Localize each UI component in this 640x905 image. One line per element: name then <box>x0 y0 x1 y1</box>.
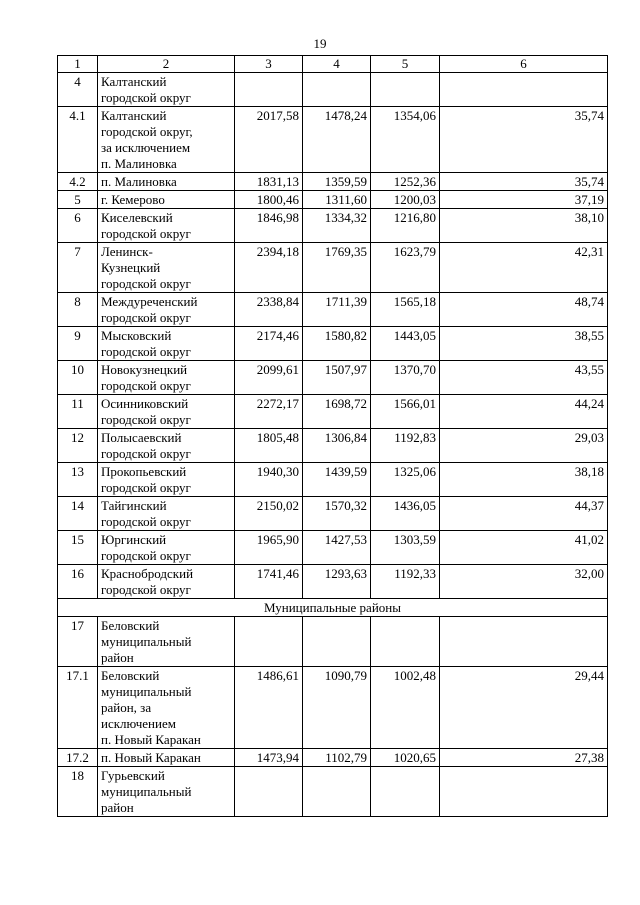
territory-name <box>98 749 235 767</box>
table-row <box>58 73 608 107</box>
territory-name <box>98 667 235 749</box>
value-col-6 <box>440 73 608 107</box>
table-row <box>58 497 608 531</box>
column-header-2: 2 <box>98 56 235 73</box>
territory-name-line: Прокопьевский <box>101 464 187 479</box>
column-header-5: 5 <box>371 56 440 73</box>
value-col-6 <box>440 767 608 817</box>
column-header-6: 6 <box>440 56 608 73</box>
row-number: 13 <box>58 463 98 497</box>
tariff-table <box>57 55 608 817</box>
territory-name-line: Беловский <box>101 618 160 633</box>
value-col-6: 48,74 <box>440 293 608 327</box>
value-col-3: 1741,46 <box>235 565 303 599</box>
territory-name <box>98 191 235 209</box>
value-col-5 <box>371 617 440 667</box>
territory-name-line: городской округ <box>101 412 191 427</box>
value-col-6: 42,31 <box>440 243 608 293</box>
value-col-4: 1769,35 <box>303 243 371 293</box>
value-col-4: 1311,60 <box>303 191 371 209</box>
row-number: 8 <box>58 293 98 327</box>
row-number: 14 <box>58 497 98 531</box>
value-col-5: 1303,59 <box>371 531 440 565</box>
value-col-6: 37,19 <box>440 191 608 209</box>
value-col-4 <box>303 73 371 107</box>
value-col-3: 1800,46 <box>235 191 303 209</box>
territory-name-line: за исключением <box>101 140 191 155</box>
territory-name-line: Междуреченский <box>101 294 198 309</box>
territory-name-line: городской округ <box>101 378 191 393</box>
table-row <box>58 361 608 395</box>
row-number: 17.2 <box>58 749 98 767</box>
value-col-3: 2272,17 <box>235 395 303 429</box>
territory-name-line: городской округ <box>101 344 191 359</box>
value-col-5: 1216,80 <box>371 209 440 243</box>
value-col-3: 1473,94 <box>235 749 303 767</box>
territory-name <box>98 463 235 497</box>
territory-name <box>98 327 235 361</box>
territory-name <box>98 243 235 293</box>
territory-name-line: городской округ <box>101 446 191 461</box>
territory-name-line: г. Кемерово <box>101 192 165 207</box>
value-col-3: 1486,61 <box>235 667 303 749</box>
value-col-5: 1200,03 <box>371 191 440 209</box>
value-col-4: 1334,32 <box>303 209 371 243</box>
table-body <box>58 56 608 817</box>
territory-name <box>98 73 235 107</box>
value-col-3: 1940,30 <box>235 463 303 497</box>
row-number: 4 <box>58 73 98 107</box>
value-col-5: 1565,18 <box>371 293 440 327</box>
value-col-4: 1102,79 <box>303 749 371 767</box>
territory-name-line: городской округ <box>101 226 191 241</box>
table-row <box>58 667 608 749</box>
table-header-row <box>58 56 608 73</box>
value-col-3: 1965,90 <box>235 531 303 565</box>
row-number: 4.2 <box>58 173 98 191</box>
row-number: 4.1 <box>58 107 98 173</box>
territory-name-line: п. Малиновка <box>101 156 177 171</box>
value-col-5: 1354,06 <box>371 107 440 173</box>
territory-name-line: Калтанский <box>101 74 167 89</box>
value-col-6 <box>440 617 608 667</box>
section-row <box>58 599 608 617</box>
territory-name-line: городской округ <box>101 514 191 529</box>
value-col-4 <box>303 617 371 667</box>
territory-name-line: Ленинск- <box>101 244 153 259</box>
territory-name-line: муниципальный <box>101 684 192 699</box>
territory-name-line: Краснобродский <box>101 566 194 581</box>
table-row <box>58 107 608 173</box>
territory-name-line: городской округ <box>101 276 191 291</box>
territory-name-line: Полысаевский <box>101 430 182 445</box>
value-col-5: 1436,05 <box>371 497 440 531</box>
table-row <box>58 463 608 497</box>
row-number: 9 <box>58 327 98 361</box>
table-row <box>58 191 608 209</box>
value-col-3: 2174,46 <box>235 327 303 361</box>
value-col-4: 1427,53 <box>303 531 371 565</box>
value-col-5 <box>371 73 440 107</box>
territory-name-line: Калтанский <box>101 108 167 123</box>
territory-name-line: Мысковский <box>101 328 172 343</box>
value-col-5: 1192,33 <box>371 565 440 599</box>
territory-name-line: Кузнецкий <box>101 260 161 275</box>
table-row <box>58 327 608 361</box>
value-col-6: 35,74 <box>440 107 608 173</box>
row-number: 18 <box>58 767 98 817</box>
value-col-4: 1507,97 <box>303 361 371 395</box>
value-col-6: 35,74 <box>440 173 608 191</box>
table-row <box>58 565 608 599</box>
value-col-3: 2099,61 <box>235 361 303 395</box>
column-header-4: 4 <box>303 56 371 73</box>
territory-name-line: Беловский <box>101 668 160 683</box>
value-col-4: 1293,63 <box>303 565 371 599</box>
territory-name-line: п. Малиновка <box>101 174 177 189</box>
row-number: 12 <box>58 429 98 463</box>
value-col-3 <box>235 73 303 107</box>
table-row <box>58 173 608 191</box>
territory-name-line: п. Новый Каракан <box>101 750 201 765</box>
column-header-3: 3 <box>235 56 303 73</box>
value-col-3: 1805,48 <box>235 429 303 463</box>
value-col-5 <box>371 767 440 817</box>
value-col-6: 44,24 <box>440 395 608 429</box>
territory-name-line: городской округ <box>101 548 191 563</box>
value-col-5: 1192,83 <box>371 429 440 463</box>
table-row <box>58 531 608 565</box>
value-col-6: 43,55 <box>440 361 608 395</box>
row-number: 16 <box>58 565 98 599</box>
value-col-3: 2150,02 <box>235 497 303 531</box>
value-col-3 <box>235 767 303 817</box>
value-col-4: 1090,79 <box>303 667 371 749</box>
value-col-6: 32,00 <box>440 565 608 599</box>
territory-name-line: район <box>101 800 134 815</box>
table-row <box>58 617 608 667</box>
territory-name <box>98 361 235 395</box>
table-row <box>58 767 608 817</box>
value-col-6: 38,18 <box>440 463 608 497</box>
value-col-6: 41,02 <box>440 531 608 565</box>
table-row <box>58 293 608 327</box>
value-col-5: 1020,65 <box>371 749 440 767</box>
value-col-3 <box>235 617 303 667</box>
table-row <box>58 395 608 429</box>
value-col-6: 27,38 <box>440 749 608 767</box>
table-row <box>58 749 608 767</box>
value-col-6: 44,37 <box>440 497 608 531</box>
value-col-5: 1443,05 <box>371 327 440 361</box>
territory-name-line: п. Новый Каракан <box>101 732 201 747</box>
value-col-4: 1306,84 <box>303 429 371 463</box>
value-col-4: 1698,72 <box>303 395 371 429</box>
value-col-5: 1370,70 <box>371 361 440 395</box>
table-row <box>58 429 608 463</box>
value-col-3: 1846,98 <box>235 209 303 243</box>
value-col-4: 1711,39 <box>303 293 371 327</box>
value-col-5: 1623,79 <box>371 243 440 293</box>
value-col-4: 1478,24 <box>303 107 371 173</box>
territory-name <box>98 209 235 243</box>
value-col-4: 1570,32 <box>303 497 371 531</box>
value-col-6: 29,03 <box>440 429 608 463</box>
territory-name-line: муниципальный <box>101 784 192 799</box>
column-header-1: 1 <box>58 56 98 73</box>
table-row <box>58 209 608 243</box>
value-col-5: 1566,01 <box>371 395 440 429</box>
value-col-6: 29,44 <box>440 667 608 749</box>
territory-name <box>98 429 235 463</box>
value-col-3: 1831,13 <box>235 173 303 191</box>
value-col-3: 2338,84 <box>235 293 303 327</box>
value-col-5: 1325,06 <box>371 463 440 497</box>
territory-name-line: Тайгинский <box>101 498 167 513</box>
territory-name-line: муниципальный <box>101 634 192 649</box>
territory-name <box>98 173 235 191</box>
row-number: 7 <box>58 243 98 293</box>
territory-name-line: район <box>101 650 134 665</box>
territory-name <box>98 497 235 531</box>
value-col-3: 2394,18 <box>235 243 303 293</box>
section-label: Муниципальные районы <box>58 599 608 617</box>
value-col-4 <box>303 767 371 817</box>
territory-name-line: Юргинский <box>101 532 167 547</box>
row-number: 5 <box>58 191 98 209</box>
territory-name <box>98 565 235 599</box>
row-number: 6 <box>58 209 98 243</box>
value-col-5: 1252,36 <box>371 173 440 191</box>
row-number: 17 <box>58 617 98 667</box>
territory-name-line: Гурьевский <box>101 768 165 783</box>
row-number: 10 <box>58 361 98 395</box>
value-col-6: 38,10 <box>440 209 608 243</box>
value-col-3: 2017,58 <box>235 107 303 173</box>
territory-name-line: Киселевский <box>101 210 173 225</box>
territory-name-line: городской округ <box>101 90 191 105</box>
territory-name-line: район, за <box>101 700 152 715</box>
territory-name-line: исключением <box>101 716 176 731</box>
value-col-5: 1002,48 <box>371 667 440 749</box>
page-number: 19 <box>313 36 327 51</box>
territory-name-line: Новокузнецкий <box>101 362 188 377</box>
territory-name-line: городской округ <box>101 310 191 325</box>
value-col-4: 1580,82 <box>303 327 371 361</box>
territory-name-line: городской округ <box>101 480 191 495</box>
value-col-4: 1439,59 <box>303 463 371 497</box>
territory-name <box>98 293 235 327</box>
territory-name-line: городской округ <box>101 582 191 597</box>
territory-name <box>98 395 235 429</box>
value-col-6: 38,55 <box>440 327 608 361</box>
territory-name-line: Осинниковский <box>101 396 189 411</box>
territory-name <box>98 617 235 667</box>
row-number: 17.1 <box>58 667 98 749</box>
row-number: 11 <box>58 395 98 429</box>
territory-name <box>98 531 235 565</box>
table-row <box>58 243 608 293</box>
row-number: 15 <box>58 531 98 565</box>
territory-name-line: городской округ, <box>101 124 193 139</box>
territory-name <box>98 107 235 173</box>
value-col-4: 1359,59 <box>303 173 371 191</box>
territory-name <box>98 767 235 817</box>
